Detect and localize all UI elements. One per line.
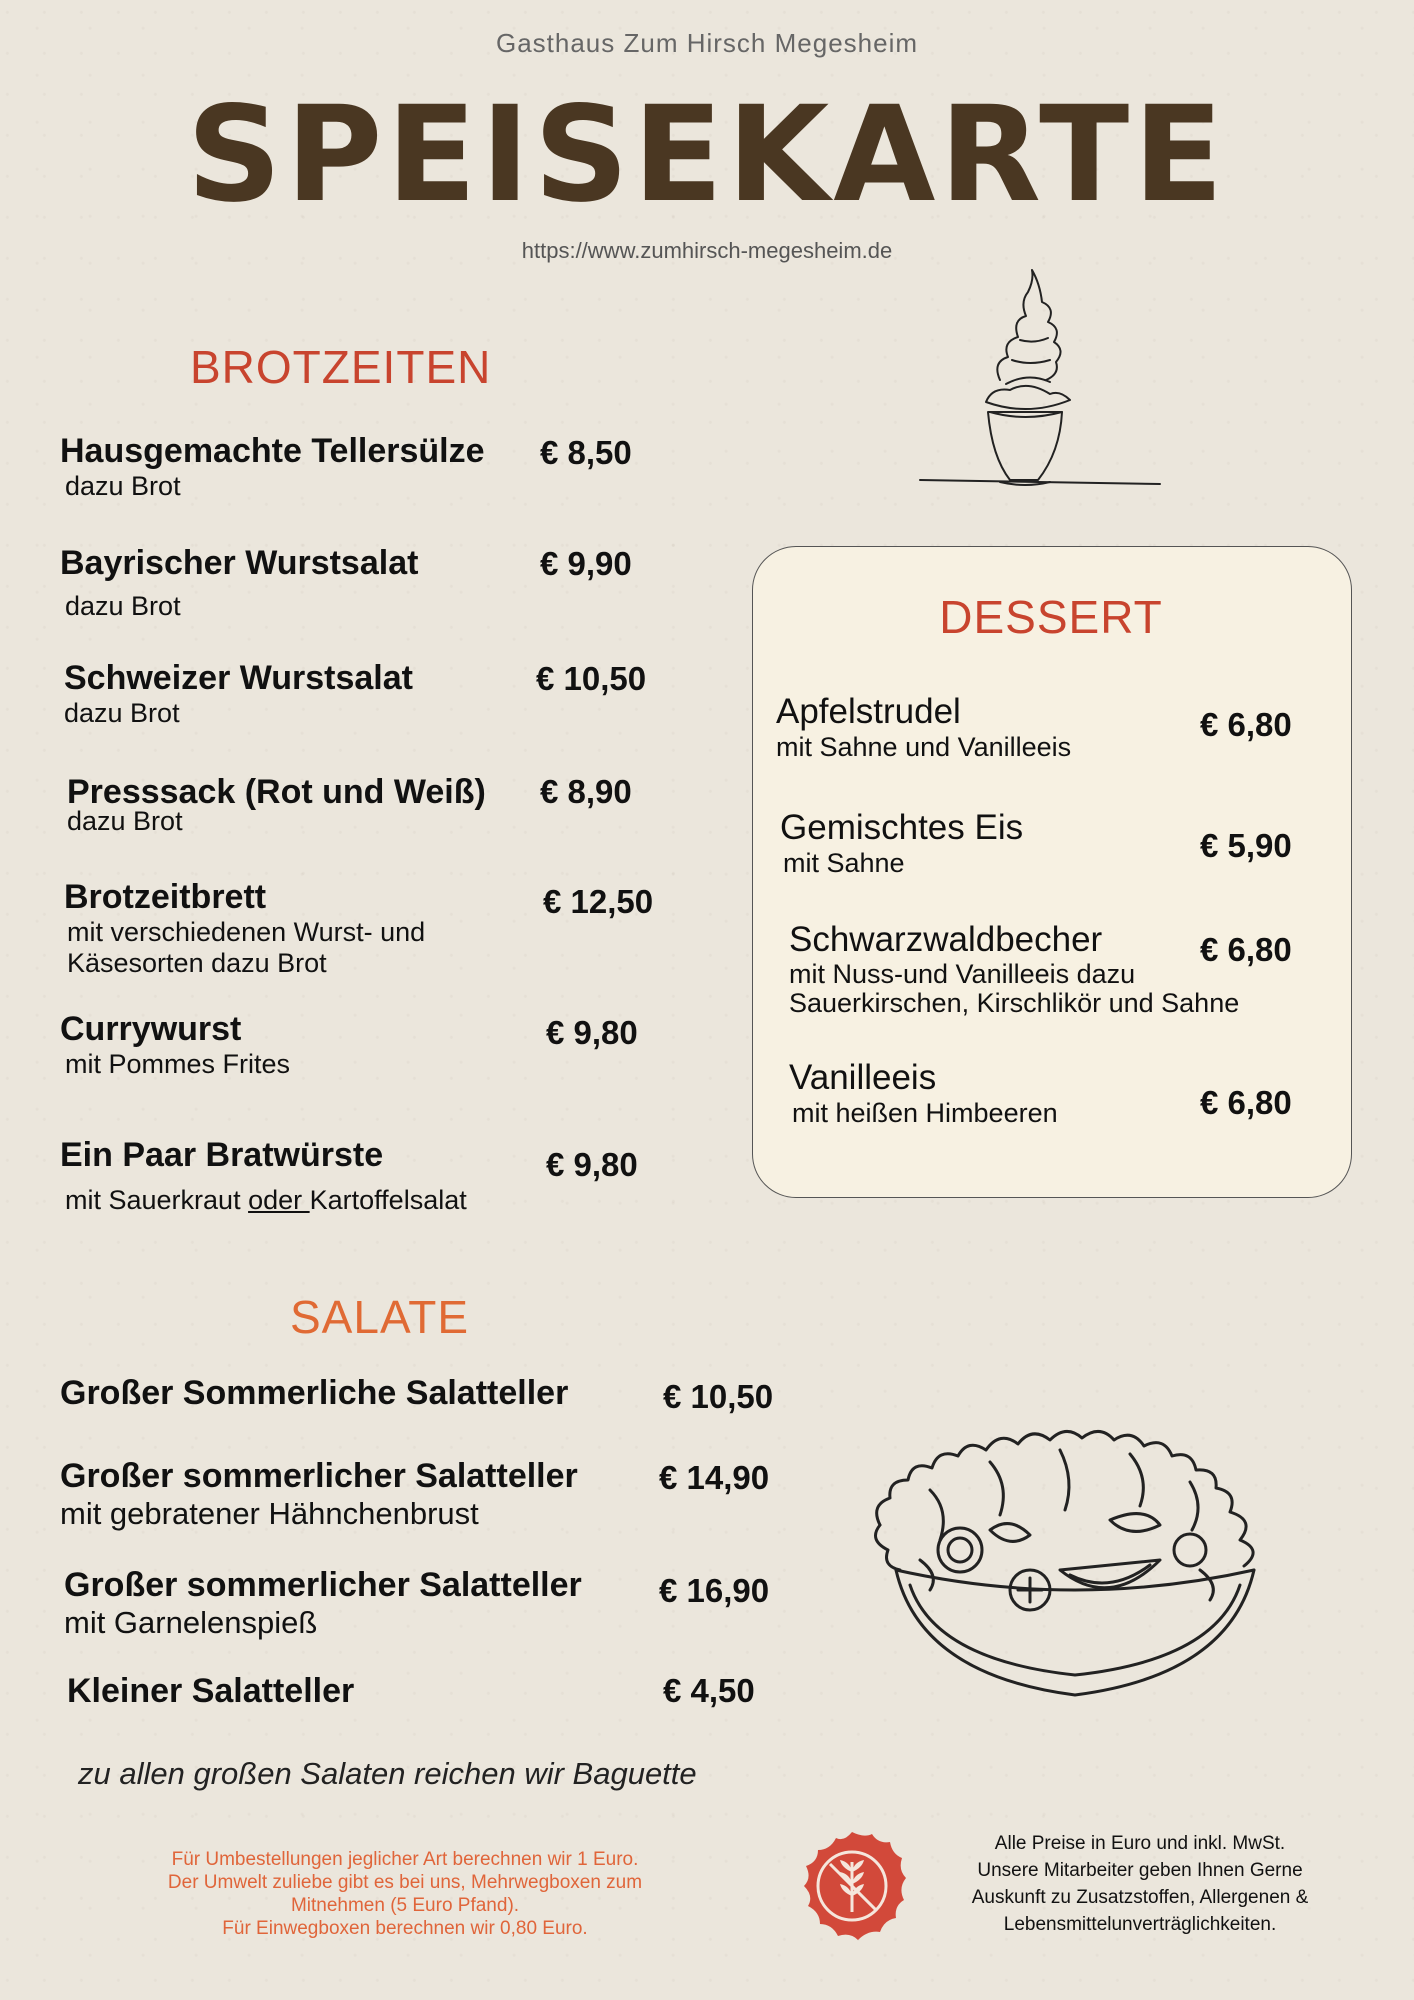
item-desc-part: Kartoffelsalat — [309, 1185, 467, 1215]
item-name: Großer sommerlicher Salatteller — [64, 1566, 582, 1604]
dessert-item — [789, 1058, 1058, 1129]
item-desc: mit Sahne und Vanilleeis — [776, 732, 1072, 762]
menu-item — [64, 659, 413, 729]
gluten-free-seal-icon — [792, 1828, 912, 1948]
menu-item — [67, 773, 486, 837]
item-desc: Sauerkirschen, Kirschlikör und Sahne — [789, 988, 1240, 1018]
item-price: € 12,50 — [543, 883, 654, 920]
menu-item — [64, 1566, 582, 1641]
item-desc: dazu Brot — [64, 698, 180, 728]
item-desc: mit Nuss-und Vanilleeis dazu — [789, 959, 1136, 989]
salad-bowl-icon — [860, 1410, 1290, 1710]
item-name: Gemischtes Eis — [780, 808, 1024, 847]
item-name: Großer Sommerliche Salatteller — [60, 1374, 569, 1412]
item-price: € 10,50 — [536, 660, 647, 697]
item-name: Currywurst — [60, 1010, 242, 1048]
item-price: € 9,80 — [546, 1014, 638, 1051]
section-title-brotzeiten: BROTZEITEN — [190, 341, 492, 393]
item-desc: dazu Brot — [67, 806, 183, 836]
menu-item — [60, 1010, 290, 1080]
menu-item — [60, 544, 418, 622]
item-name: Schweizer Wurstsalat — [64, 659, 413, 697]
item-desc: mit heißen Himbeeren — [792, 1098, 1058, 1128]
item-desc — [65, 1185, 467, 1216]
menu-item — [64, 878, 425, 979]
menu-item — [60, 1457, 578, 1532]
item-price: € 9,90 — [540, 545, 632, 582]
item-name: Ein Paar Bratwürste — [60, 1136, 384, 1174]
footer-line: Mitnehmen (5 Euro Pfand). — [290, 1895, 520, 1916]
footer-line: Der Umwelt zuliebe gibt es bei uns, Mehrwegboxen zum — [167, 1872, 643, 1893]
footer-line: Auskunft zu Zusatzstoffen, Allergenen & — [971, 1887, 1309, 1908]
item-price: € 9,80 — [546, 1146, 638, 1183]
dessert-item — [776, 692, 1071, 763]
item-desc: mit verschiedenen Wurst- und — [67, 917, 426, 947]
item-name: Kleiner Salatteller — [67, 1672, 355, 1710]
footer-line: Alle Preise in Euro und inkl. MwSt. — [994, 1833, 1286, 1854]
footer-line: Unsere Mitarbeiter geben Ihnen Gerne — [977, 1860, 1303, 1881]
item-price: € 8,90 — [540, 773, 632, 810]
salad-note: zu allen großen Salaten reichen wir Baguette — [78, 1756, 697, 1791]
menu-item — [60, 1136, 467, 1216]
item-desc: dazu Brot — [65, 471, 181, 501]
item-price: € 8,50 — [540, 434, 632, 471]
menu-item — [60, 432, 485, 502]
item-name: Apfelstrudel — [776, 692, 961, 731]
section-title-salate: SALATE — [290, 1291, 469, 1343]
item-name: Großer sommerlicher Salatteller — [60, 1457, 578, 1495]
footer-notice-prices — [920, 1830, 1360, 1938]
item-desc-part: mit Sauerkraut — [65, 1185, 249, 1215]
item-price: € 6,80 — [1200, 706, 1292, 743]
footer-notice-takeaway — [80, 1848, 730, 1940]
item-name: Schwarzwaldbecher — [789, 920, 1103, 959]
item-name: Presssack (Rot und Weiß) — [67, 773, 486, 811]
item-desc-emphasis: oder — [248, 1185, 310, 1215]
restaurant-name: Gasthaus Zum Hirsch Megesheim — [495, 28, 919, 58]
footer-line: Für Umbestellungen jeglicher Art berechnen wir 1 Euro. — [171, 1849, 639, 1870]
item-desc: mit gebratener Hähnchenbrust — [60, 1496, 479, 1531]
website-url: https://www.zumhirsch-megesheim.de — [521, 238, 893, 263]
item-desc: mit Pommes Frites — [65, 1049, 291, 1079]
item-price: € 16,90 — [659, 1572, 770, 1609]
item-desc: mit Garnelenspieß — [64, 1605, 318, 1640]
item-price: € 14,90 — [659, 1459, 770, 1496]
item-name: Brotzeitbrett — [64, 878, 267, 916]
item-price: € 5,90 — [1200, 827, 1292, 864]
item-price: € 6,80 — [1200, 931, 1292, 968]
dessert-item — [780, 808, 1023, 879]
menu-title: SPEISEKARTE — [186, 78, 1228, 232]
item-name: Vanilleeis — [789, 1058, 937, 1097]
item-price: € 6,80 — [1200, 1084, 1292, 1121]
dessert-item — [789, 920, 1239, 1018]
item-desc: Käsesorten dazu Brot — [67, 948, 327, 978]
item-name: Bayrischer Wurstsalat — [60, 544, 419, 582]
item-desc: dazu Brot — [65, 591, 181, 621]
item-desc: mit Sahne — [783, 848, 905, 878]
item-price: € 10,50 — [663, 1378, 774, 1415]
item-price: € 4,50 — [663, 1672, 755, 1709]
footer-line: Lebensmittelunverträglichkeiten. — [1003, 1914, 1277, 1935]
item-name: Hausgemachte Tellersülze — [60, 432, 485, 470]
soft-serve-cup-icon — [910, 262, 1170, 494]
section-title-dessert: DESSERT — [939, 591, 1163, 643]
footer-line: Für Einwegboxen berechnen wir 0,80 Euro. — [222, 1918, 588, 1939]
